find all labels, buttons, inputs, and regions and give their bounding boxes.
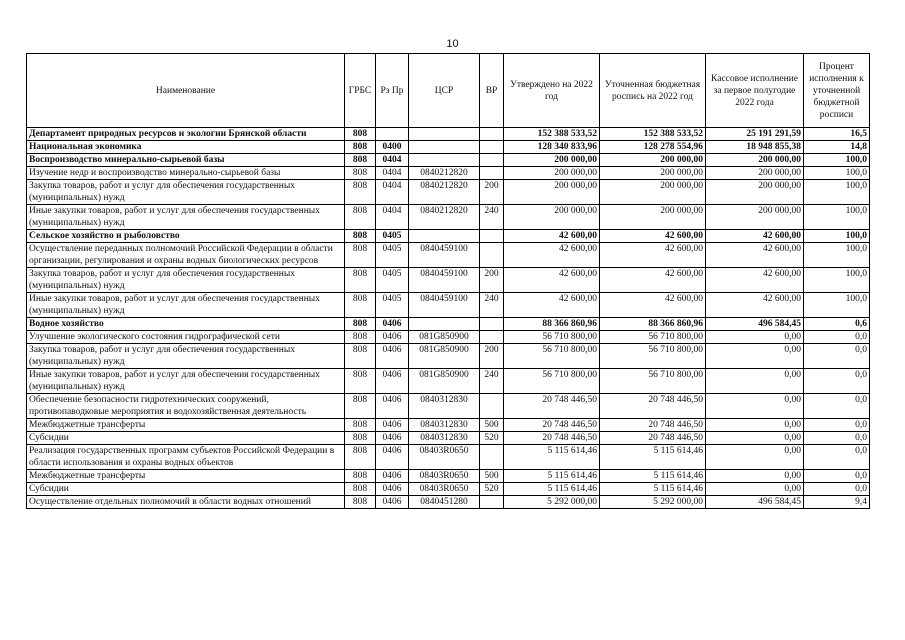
cell-name: Национальная экономика [27,141,345,154]
cell-vr [480,243,504,268]
table-row [27,496,870,509]
cell-rzpr: 0406 [376,419,409,432]
cell-name: Сельское хозяйство и рыболовство [27,230,345,243]
cell-percent: 0,0 [804,394,870,419]
cell-cash: 18 948 855,38 [706,141,804,154]
table-body [27,128,870,509]
cell-rzpr: 0406 [376,394,409,419]
cell-percent: 100,0 [804,154,870,167]
cell-approved: 5 292 000,00 [504,496,600,509]
table-row [27,293,870,318]
cell-cash: 42 600,00 [706,243,804,268]
header-grbs: ГРБС [345,54,376,128]
cell-cash: 200 000,00 [706,154,804,167]
cell-cash: 0,00 [706,419,804,432]
cell-refined: 56 710 800,00 [600,344,706,369]
cell-csr: 0840459100 [409,268,480,293]
cell-refined: 200 000,00 [600,205,706,230]
table-row [27,331,870,344]
cell-rzpr: 0406 [376,331,409,344]
cell-percent: 9,4 [804,496,870,509]
cell-refined: 56 710 800,00 [600,369,706,394]
table-row [27,180,870,205]
cell-approved: 5 115 614,46 [504,470,600,483]
cell-csr [409,318,480,331]
cell-approved: 56 710 800,00 [504,369,600,394]
cell-vr [480,318,504,331]
cell-vr: 240 [480,205,504,230]
cell-rzpr: 0406 [376,344,409,369]
cell-rzpr: 0406 [376,318,409,331]
cell-percent: 0,0 [804,483,870,496]
cell-csr: 0840312830 [409,432,480,445]
cell-name: Осуществление отдельных полномочий в области водных отношений [27,496,345,509]
cell-csr: 081G850900 [409,369,480,394]
cell-percent: 0,6 [804,318,870,331]
cell-refined: 5 292 000,00 [600,496,706,509]
cell-percent: 100,0 [804,205,870,230]
cell-percent: 0,0 [804,445,870,470]
cell-vr [480,496,504,509]
cell-cash: 0,00 [706,344,804,369]
cell-refined: 200 000,00 [600,180,706,205]
cell-rzpr: 0405 [376,243,409,268]
cell-refined: 42 600,00 [600,243,706,268]
cell-name: Обеспечение безопасности гидротехнических сооружений, противопаводковые мероприятия и водохозяйственная деятельность [27,394,345,419]
table-row [27,268,870,293]
cell-vr: 200 [480,344,504,369]
cell-name: Реализация государственных программ субъектов Российской Федерации в области использования и охраны водных объектов [27,445,345,470]
cell-approved: 200 000,00 [504,205,600,230]
header-percent: Процент исполнения к уточненной бюджетной росписи [804,54,870,128]
cell-grbs: 808 [345,318,376,331]
cell-refined: 5 115 614,46 [600,483,706,496]
cell-percent: 14,8 [804,141,870,154]
cell-percent: 100,0 [804,180,870,205]
table-row [27,470,870,483]
header-refined: Уточненная бюджетная роспись на 2022 год [600,54,706,128]
cell-cash: 0,00 [706,432,804,445]
budget-table [26,53,870,509]
table-row [27,432,870,445]
cell-csr [409,154,480,167]
cell-cash: 200 000,00 [706,167,804,180]
cell-csr [409,230,480,243]
table-row [27,483,870,496]
cell-refined: 42 600,00 [600,293,706,318]
cell-approved: 42 600,00 [504,293,600,318]
cell-rzpr: 0405 [376,268,409,293]
cell-grbs: 808 [345,496,376,509]
cell-cash: 0,00 [706,394,804,419]
cell-grbs: 808 [345,432,376,445]
cell-percent: 100,0 [804,268,870,293]
cell-name: Департамент природных ресурсов и экологии Брянской области [27,128,345,141]
cell-grbs: 808 [345,293,376,318]
cell-rzpr: 0405 [376,230,409,243]
table-row [27,230,870,243]
cell-vr [480,394,504,419]
cell-approved: 56 710 800,00 [504,344,600,369]
cell-approved: 200 000,00 [504,154,600,167]
cell-csr: 081G850900 [409,331,480,344]
cell-csr [409,128,480,141]
cell-name: Межбюджетные трансферты [27,470,345,483]
cell-name: Межбюджетные трансферты [27,419,345,432]
cell-refined: 20 748 446,50 [600,432,706,445]
cell-grbs: 808 [345,331,376,344]
cell-rzpr: 0406 [376,432,409,445]
table-row [27,243,870,268]
cell-approved: 56 710 800,00 [504,331,600,344]
header-name: Наименование [27,54,345,128]
cell-cash: 42 600,00 [706,293,804,318]
cell-percent: 16,5 [804,128,870,141]
cell-vr: 520 [480,432,504,445]
cell-rzpr: 0404 [376,154,409,167]
cell-rzpr: 0400 [376,141,409,154]
cell-approved: 88 366 860,96 [504,318,600,331]
cell-name: Иные закупки товаров, работ и услуг для обеспечения государственных (муниципальных) нужд [27,369,345,394]
cell-grbs: 808 [345,167,376,180]
cell-name: Воспроизводство минерально-сырьевой базы [27,154,345,167]
cell-refined: 5 115 614,46 [600,470,706,483]
cell-rzpr: 0406 [376,483,409,496]
cell-cash: 200 000,00 [706,205,804,230]
cell-vr: 520 [480,483,504,496]
cell-grbs: 808 [345,419,376,432]
cell-approved: 42 600,00 [504,230,600,243]
cell-name: Иные закупки товаров, работ и услуг для обеспечения государственных (муниципальных) нужд [27,205,345,230]
cell-vr: 200 [480,268,504,293]
cell-grbs: 808 [345,344,376,369]
cell-cash: 0,00 [706,483,804,496]
cell-name: Закупка товаров, работ и услуг для обеспечения государственных (муниципальных) нужд [27,344,345,369]
cell-vr: 500 [480,419,504,432]
cell-cash: 0,00 [706,445,804,470]
cell-vr: 240 [480,369,504,394]
cell-grbs: 808 [345,128,376,141]
cell-vr: 200 [480,180,504,205]
cell-csr: 0840451280 [409,496,480,509]
cell-percent: 100,0 [804,167,870,180]
cell-grbs: 808 [345,394,376,419]
cell-refined: 20 748 446,50 [600,419,706,432]
cell-refined: 128 278 554,96 [600,141,706,154]
cell-refined: 88 366 860,96 [600,318,706,331]
table-header-row [27,54,870,128]
table-row [27,128,870,141]
cell-csr: 08403R0650 [409,483,480,496]
cell-name: Субсидии [27,432,345,445]
cell-cash: 25 191 291,59 [706,128,804,141]
cell-refined: 5 115 614,46 [600,445,706,470]
cell-rzpr: 0405 [376,293,409,318]
cell-csr: 0840212820 [409,205,480,230]
cell-rzpr: 0404 [376,167,409,180]
cell-grbs: 808 [345,369,376,394]
cell-cash: 0,00 [706,369,804,394]
cell-grbs: 808 [345,141,376,154]
cell-rzpr: 0404 [376,205,409,230]
cell-approved: 42 600,00 [504,243,600,268]
cell-grbs: 808 [345,470,376,483]
cell-grbs: 808 [345,483,376,496]
cell-approved: 20 748 446,50 [504,394,600,419]
cell-name: Водное хозяйство [27,318,345,331]
cell-cash: 42 600,00 [706,268,804,293]
cell-rzpr [376,128,409,141]
cell-approved: 5 115 614,46 [504,445,600,470]
page-number: 10 [446,38,459,50]
cell-csr: 0840312830 [409,419,480,432]
header-vr: ВР [480,54,504,128]
table-row [27,154,870,167]
cell-cash: 496 584,45 [706,496,804,509]
cell-percent: 0,0 [804,331,870,344]
cell-refined: 200 000,00 [600,167,706,180]
table-row [27,394,870,419]
table-row [27,369,870,394]
cell-grbs: 808 [345,205,376,230]
table-row [27,419,870,432]
cell-grbs: 808 [345,154,376,167]
cell-csr: 0840312830 [409,394,480,419]
cell-vr [480,167,504,180]
cell-approved: 5 115 614,46 [504,483,600,496]
cell-percent: 0,0 [804,344,870,369]
cell-percent: 100,0 [804,230,870,243]
cell-name: Закупка товаров, работ и услуг для обеспечения государственных (муниципальных) нужд [27,268,345,293]
cell-grbs: 808 [345,230,376,243]
table-row [27,445,870,470]
cell-csr: 08403R0650 [409,470,480,483]
cell-rzpr: 0406 [376,445,409,470]
table-row [27,141,870,154]
header-rzpr: Рз Пр [376,54,409,128]
cell-grbs: 808 [345,268,376,293]
cell-csr: 0840459100 [409,243,480,268]
cell-refined: 56 710 800,00 [600,331,706,344]
cell-vr [480,230,504,243]
cell-refined: 42 600,00 [600,230,706,243]
cell-name: Иные закупки товаров, работ и услуг для обеспечения государственных (муниципальных) нужд [27,293,345,318]
cell-percent: 100,0 [804,293,870,318]
cell-approved: 152 388 533,52 [504,128,600,141]
table-row [27,167,870,180]
cell-percent: 0,0 [804,432,870,445]
cell-grbs: 808 [345,445,376,470]
cell-cash: 42 600,00 [706,230,804,243]
cell-percent: 100,0 [804,243,870,268]
cell-name: Изучение недр и воспроизводство минерально-сырьевой базы [27,167,345,180]
table-row [27,205,870,230]
cell-rzpr: 0404 [376,180,409,205]
cell-refined: 42 600,00 [600,268,706,293]
cell-cash: 496 584,45 [706,318,804,331]
cell-csr: 0840459100 [409,293,480,318]
cell-approved: 200 000,00 [504,180,600,205]
cell-cash: 200 000,00 [706,180,804,205]
table-row [27,318,870,331]
cell-name: Закупка товаров, работ и услуг для обеспечения государственных (муниципальных) нужд [27,180,345,205]
cell-rzpr: 0406 [376,369,409,394]
cell-percent: 0,0 [804,419,870,432]
cell-refined: 20 748 446,50 [600,394,706,419]
cell-vr [480,154,504,167]
cell-cash: 0,00 [706,331,804,344]
header-csr: ЦСР [409,54,480,128]
cell-csr: 0840212820 [409,180,480,205]
cell-cash: 0,00 [706,470,804,483]
cell-grbs: 808 [345,180,376,205]
cell-csr: 081G850900 [409,344,480,369]
table-row [27,344,870,369]
cell-grbs: 808 [345,243,376,268]
cell-rzpr: 0406 [376,470,409,483]
cell-approved: 200 000,00 [504,167,600,180]
cell-percent: 0,0 [804,369,870,394]
cell-approved: 42 600,00 [504,268,600,293]
cell-name: Осуществление переданных полномочий Российской Федерации в области организации, регулирования и охраны водных биологических ресурсов [27,243,345,268]
cell-csr: 0840212820 [409,167,480,180]
cell-rzpr: 0406 [376,496,409,509]
header-cash: Кассовое исполнение за первое полугодие 2022 года [706,54,804,128]
cell-refined: 200 000,00 [600,154,706,167]
cell-approved: 20 748 446,50 [504,419,600,432]
cell-vr: 500 [480,470,504,483]
cell-vr [480,128,504,141]
header-approved: Утверждено на 2022 год [504,54,600,128]
cell-vr [480,141,504,154]
cell-vr [480,445,504,470]
cell-name: Улучшение экологического состояния гидрографической сети [27,331,345,344]
cell-csr [409,141,480,154]
cell-name: Субсидии [27,483,345,496]
cell-vr: 240 [480,293,504,318]
cell-vr [480,331,504,344]
cell-approved: 20 748 446,50 [504,432,600,445]
cell-percent: 0,0 [804,470,870,483]
cell-approved: 128 340 833,96 [504,141,600,154]
cell-csr: 08403R0650 [409,445,480,470]
cell-refined: 152 388 533,52 [600,128,706,141]
